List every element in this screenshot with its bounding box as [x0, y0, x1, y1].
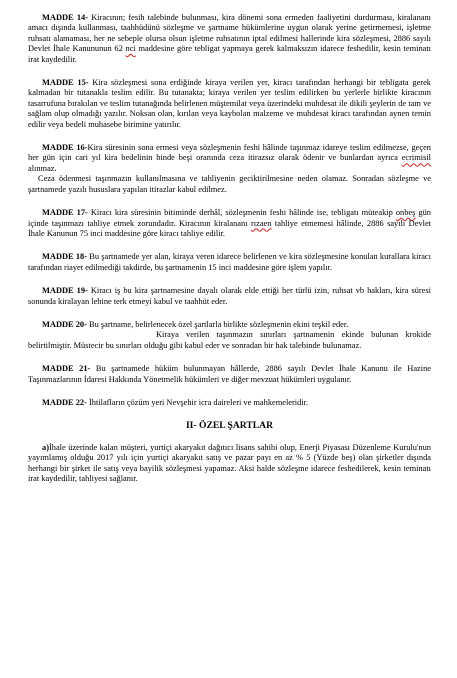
- article-20-number: MADDE 20-: [42, 319, 87, 329]
- article-20-subparagraph: Kiraya verilen taşınmazın sınırları şartnamenin ekinde bulunan krokide belirtilmiştir. Müstecir bu sınırları olduğu gibi kabul eder ve sonradan bir hak talebinde bulunamaz.: [28, 330, 431, 350]
- article-15-text: Kira sözleşmesi sona erdiğinde kiraya verilen yer, kiracı tarafından herhangi bir tebligata gerek kalmadan bir tutanakla teslim edilir. Bu tutanakta; kiraya verilen yer teslim edilirken bu yerlerle birlikte kiracının tasarrufuna bırakılan ve teslim tutanağında belirlenen müştemilat veya üzerindeki muhdesat ile dikili şeylerin de tam ve sağlam olup olmadığı yazılır. Noksan olan, kırılan veya kaybolan malzeme ve muhdesat kiracı tarafından aynen temin edilir veya bedeli muhasebe birimine yatırılır.: [28, 78, 431, 129]
- article-19-text: Kiracı iş bu kira şartnamesine dayalı olarak elde ettiği her türlü izin, ruhsat vb hakları, kira süresi sonunda kiralayan lehine terk etmeyi kabul ve taahhüt eder.: [28, 286, 431, 306]
- article-20: [28, 320, 431, 351]
- article-16-spell-flag: ecrimisil: [401, 153, 431, 163]
- special-condition-a-text: İhale üzerinde kalan müşteri, yurtiçi akaryakıt dağıtıcı lisans sahibi olup, Enerji Piyasası Düzenleme Kurulu'nun yayımlamış olduğu 2017 yılı için yurtiçi akaryakıt satış ve pazar payı en az % 5 (Yüzde beş) olan şirketler dışında herhangi bir şirket ile satış veya bayilik sözleşmesi yapamaz. Aksi halde sözleşme idarece feshedilerek, kesin teminatı irat kaydedilir, tahliyesi sağlanır.: [28, 442, 431, 483]
- article-18-number: MADDE 18-: [42, 252, 88, 262]
- article-14-number: MADDE 14-: [42, 13, 88, 22]
- section-title: II- ÖZEL ŞARTLAR: [185, 420, 274, 432]
- article-16-number: MADDE 16-: [42, 143, 88, 153]
- article-16: [28, 143, 431, 195]
- special-condition-a-label: a): [42, 442, 49, 452]
- article-19-number: MADDE 19-: [42, 286, 88, 296]
- article-22: [28, 398, 431, 408]
- article-14-spell-flag: nci: [125, 44, 136, 54]
- article-14-text-end: maddesine göre tebligat yapmaya gerek kalmaksızın idarece feshedilir, kesin teminatı irat kaydedilir.: [28, 44, 432, 64]
- article-21-number: MADDE 21-: [42, 364, 91, 374]
- article-16-text: Kira süresinin sona ermesi veya sözleşmenin feshi hâlinde taşınmaz idareye teslim edilmezse, geçen her gün için cari yıl kira bedelinin binde beşi oranında ceza itirazsız olarak ödenir ve bunlardan ayrıca: [28, 143, 431, 163]
- article-19: [28, 286, 431, 307]
- article-21-text: Bu şartnamede hüküm bulunmayan hâllerde, 2886 sayılı Devlet İhale Kanunu ile Hazine Taşınmazlarının İdaresi Hakkında Yönetmelik hükümleri ve diğer mevzuat hükümleri uygulanır.: [28, 364, 431, 384]
- article-16-text-end: alınmaz.: [28, 163, 57, 173]
- article-18: [28, 252, 431, 273]
- article-15-number: MADDE 15-: [42, 78, 89, 88]
- article-17-number: MADDE 17-: [42, 208, 88, 218]
- article-21: [28, 364, 431, 385]
- article-17-text-end: tahliye etmemesi hâlinde, 2886 sayılı Devlet İhale Kanunun 75 inci maddesine göre kiracı tahliye edilir.: [28, 218, 431, 238]
- article-17-spell-flag-2: rızaen: [250, 218, 272, 228]
- article-14: [28, 13, 431, 65]
- special-condition-a: [28, 443, 431, 485]
- article-14-text: Kiracının; fesih talebinde bulunması, kira dönemi sona ermeden faaliyetini durdurması, kiralananı amacı dışında kullanması, taahhüdünü sözleşme ve şartname hükümlerine uygun olarak yerine getirmemesi, işletme ruhsatı alamaması, her ne sebeple olursa olsun işletme ruhsatının iptal edilmesi hallerinde kira sözleşmesi, 2886 sayılı Devlet İhale Kanununun 62: [28, 13, 431, 54]
- article-20-text: Bu şartname, belirlenecek özel şartlarla birlikte sözleşmenin ekini teşkil eder.: [86, 319, 349, 329]
- article-15: [28, 78, 431, 130]
- article-22-number: MADDE 22-: [42, 397, 87, 407]
- article-17-text: Kiracı kira süresinin bitiminde derhâl, sözleşmenin feshi hâlinde ise, tebligatı müteakip: [87, 208, 396, 218]
- article-17-spell-flag: onbeş: [395, 208, 416, 218]
- article-16-subparagraph: Ceza ödenmesi taşınmazın kullanılmasına ve tahliyenin geciktirilmesine neden olamaz. Sonradan sözleşme ve şartnamede yazılı hususlara yapılan itirazlar kabul edilmez.: [28, 174, 431, 194]
- article-18-text: Bu şartnamede yer alan, kiraya veren idarece belirlenen ve kira sözleşmesine konulan kurallara kiracı tarafından riayet edilmediği takdirde, bu şartnamenin 15 inci maddesine göre işlem yapılır.: [28, 252, 431, 272]
- article-22-text: İhtilafların çözüm yeri Nevşehir icra daireleri ve mahkemeleridir.: [86, 397, 309, 407]
- article-17-text-mid: gün içinde taşınmazı tahliye etmek zorundadır. Kiracının kiralananı: [28, 208, 431, 228]
- article-17: [28, 208, 431, 239]
